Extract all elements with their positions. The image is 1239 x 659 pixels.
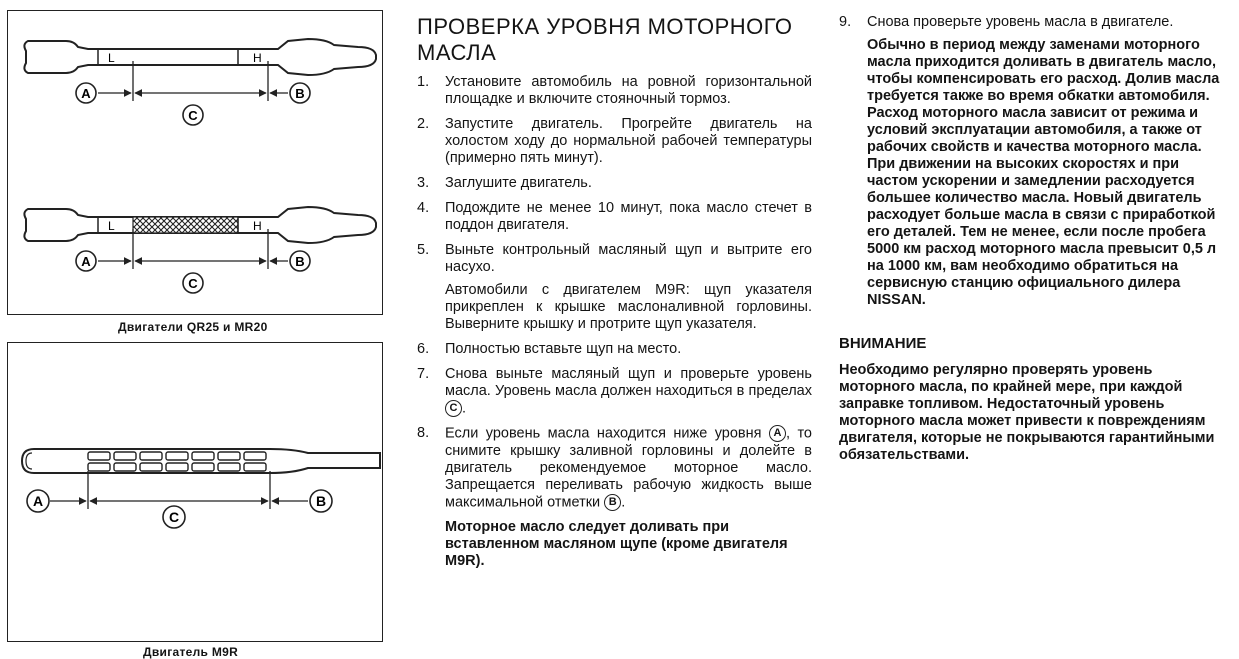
label-a: A [81, 86, 91, 101]
figure-caption-bottom: Двигатель M9R [143, 645, 239, 659]
dipstick-2 [24, 207, 376, 293]
label-b: B [315, 493, 327, 509]
label-a: A [81, 254, 91, 269]
step-6: 6. Полностью вставьте щуп на место. [417, 341, 682, 357]
mark-l: L [108, 51, 115, 65]
circle-a: A [769, 425, 786, 442]
label-a: A [32, 493, 44, 509]
bold-note: Моторное масло следует доливать при вставленном масляном щупе (кроме двигателя M9R). [445, 518, 788, 569]
step-4: 4. Подождите не менее 10 минут, пока масло стечет в поддон двигателя. [417, 200, 812, 233]
dipstick-illustration [8, 11, 381, 313]
mark-h: H [253, 51, 262, 65]
step-5: 5. Выньте контрольный масляный щуп и вытрите его насухо. [417, 242, 812, 275]
step-9: 9. Снова проверьте уровень масла в двигателе. [839, 14, 1174, 30]
circle-c: C [445, 400, 462, 417]
note-m9r: Автомобили с двигателем M9R: щуп указателя прикреплен к крышке маслоналивной горловины. Выверните крышку и протрите щуп указателя. [445, 282, 812, 332]
label-b: B [295, 86, 305, 101]
section-title: ПРОВЕРКА УРОВНЯ МОТОРНОГО МАСЛА [417, 14, 793, 65]
info-note: Обычно в период между заменами моторного масла приходится доливать в двигатель масло, чтобы компенсировать его расход. Долив масла требуется также во время обкатки автомобиля. Расход моторного масла зависит от режима и условий эксплуатации автомобиля, а также от рабочих свойств и качества моторного масла. При движении на высоких скоростях и при частом ускорении и замедлении расходуется большее количество масла. Новый двигатель расходует больше масла в связи с приработкой его деталей. Тем не менее, если после пробега 5000 км расход моторного масла превысит 0,5 л на 1000 км, вам необходимо обратиться на сервисную станцию официального дилера NISSAN. [867, 37, 1220, 308]
figure-qr25-mr20 [7, 10, 383, 315]
mark-l: L [108, 219, 115, 233]
label-b: B [295, 254, 305, 269]
steps-list [417, 74, 812, 570]
dipstick-m9r-illustration [8, 343, 381, 640]
step-2: 2. Запустите двигатель. Прогрейте двигатель на холостом ходу до нормальной рабочей температуры (примерно пять минут). [417, 116, 812, 166]
step-8: 8. Если уровень масла находится ниже уровня A , то снимите крышку заливной горловины и долейте в двигатель рекомендуемое моторное масло. Запрещается переливать рабочую жидкость выше максимальной отметки B . [417, 425, 812, 510]
step-7: 7. Снова выньте масляный щуп и проверьте уровень масла. Уровень масла должен находиться в пределах C . [417, 366, 812, 417]
label-c: C [188, 276, 198, 291]
figure-m9r [7, 342, 383, 642]
warning-text: Необходимо регулярно проверять уровень моторного масла, по крайней мере, при каждой заправке топливом. Недостаточный уровень моторного масла может привести к повреждениям двигателя, которые не покрываются гарантийными обязательствами. [839, 362, 1215, 463]
label-c: C [168, 509, 180, 525]
dipstick-m9r [22, 449, 380, 528]
dipstick-1 [24, 39, 376, 125]
right-column [839, 14, 1224, 464]
figure-caption-top: Двигатели QR25 и MR20 [118, 320, 268, 334]
label-c: C [188, 108, 198, 123]
instructions-column [417, 14, 812, 570]
circle-b: B [604, 494, 621, 511]
warning-heading: ВНИМАНИЕ [839, 335, 927, 352]
mark-h: H [253, 219, 262, 233]
step-3: 3. Заглушите двигатель. [417, 175, 592, 191]
step-1: 1. Установите автомобиль на ровной горизонтальной площадке и включите стояночный тормоз. [417, 74, 812, 107]
